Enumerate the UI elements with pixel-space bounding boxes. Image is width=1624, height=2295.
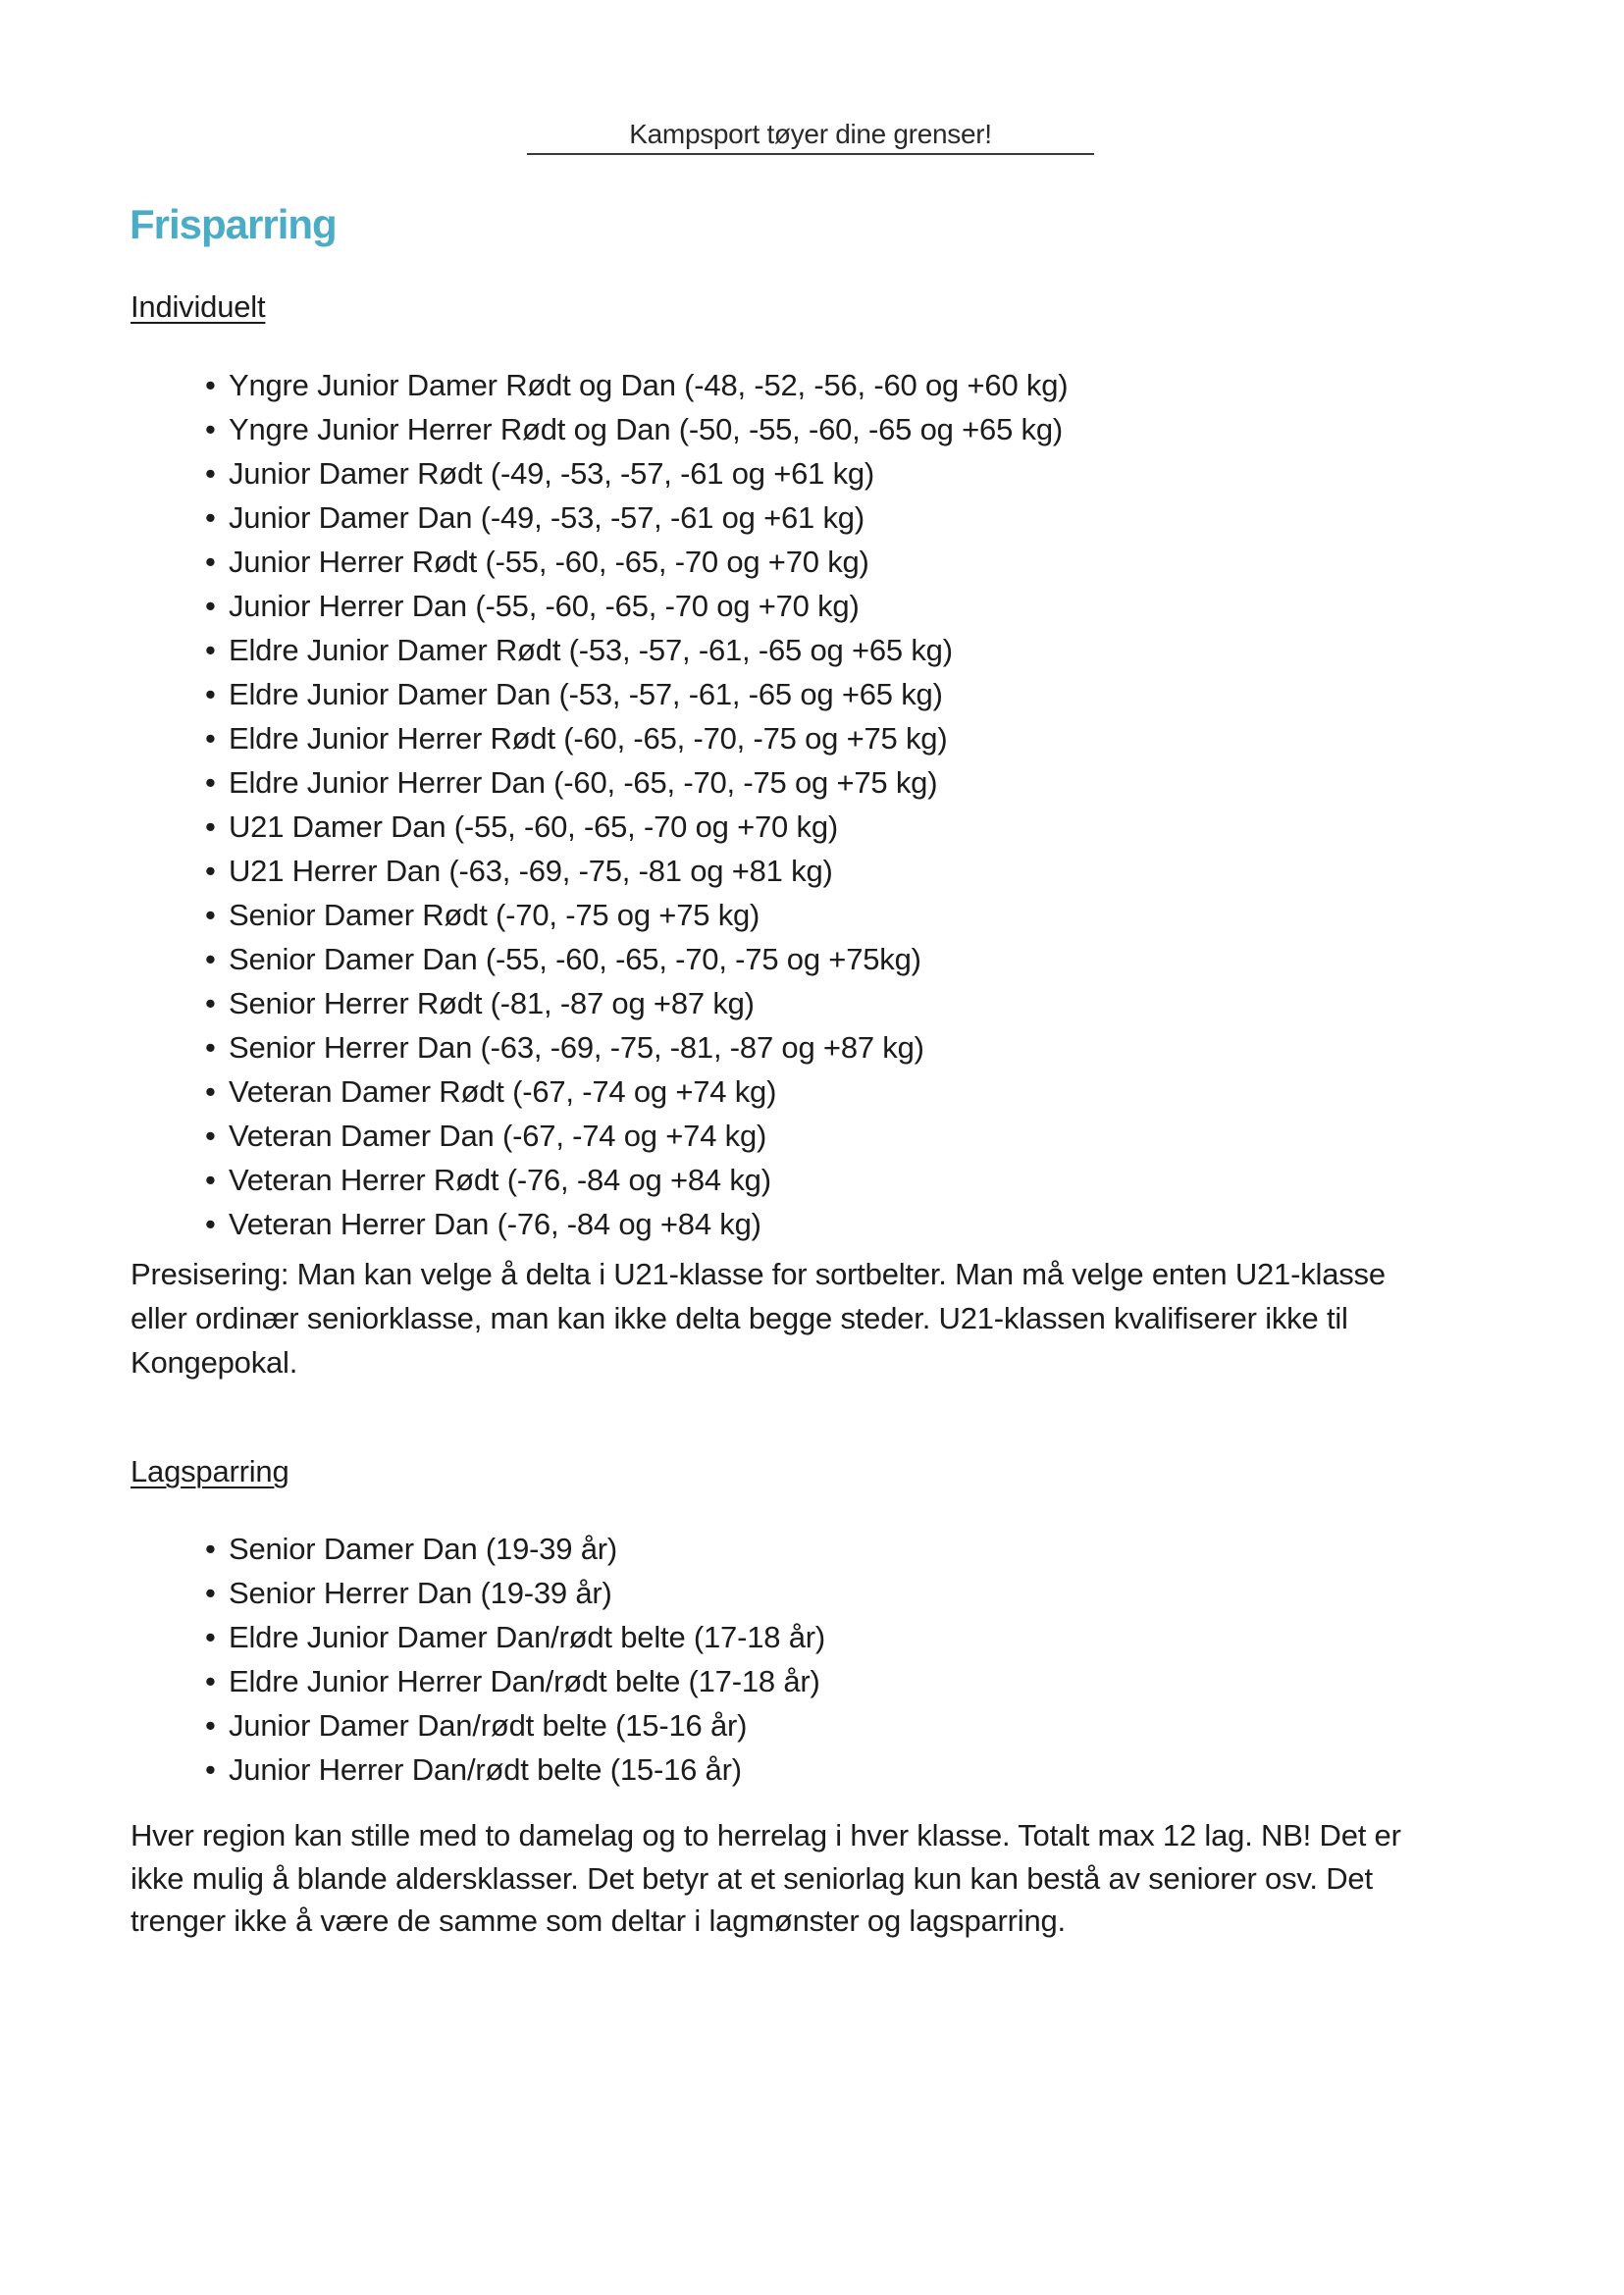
list-item-label: Senior Herrer Dan (-63, -69, -75, -81, -87 og +87 kg) (229, 1030, 924, 1065)
individual-category-list (131, 363, 1068, 1246)
paragraph-presisering (131, 1252, 1386, 1384)
list-item-label: Veteran Herrer Dan (-76, -84 og +84 kg) (229, 1207, 761, 1241)
list-item (131, 1114, 1068, 1158)
bullet-icon: • (205, 1664, 216, 1698)
team-category-list (131, 1527, 825, 1792)
list-item-label: Veteran Damer Rødt (-67, -74 og +74 kg) (229, 1074, 777, 1109)
paragraph-closing (131, 1814, 1401, 1943)
paragraph-line: Presisering: Man kan velge å delta i U21-klasse for sortbelter. Man må velge enten U21-klasse (131, 1257, 1386, 1291)
list-item-label: Eldre Junior Damer Rødt (-53, -57, -61, -65 og +65 kg) (229, 633, 953, 667)
list-item-label: Junior Herrer Rødt (-55, -60, -65, -70 og +70 kg) (229, 545, 869, 579)
list-item (131, 760, 1068, 805)
list-item (131, 1527, 825, 1571)
bullet-icon: • (205, 1030, 216, 1065)
list-item (131, 937, 1068, 981)
bullet-icon: • (205, 677, 216, 711)
section-heading-team: Lagsparring (131, 1454, 289, 1488)
list-item-label: Senior Damer Dan (19-39 år) (229, 1532, 618, 1566)
list-item (131, 1703, 825, 1747)
bullet-icon: • (205, 942, 216, 976)
list-item-label: Eldre Junior Herrer Dan/rødt belte (17-18 år) (229, 1664, 820, 1698)
paragraph-line: trenger ikke å være de samme som deltar i lagmønster og lagsparring. (131, 1904, 1066, 1938)
bullet-icon: • (205, 456, 216, 491)
list-item (131, 584, 1068, 628)
paragraph-line: eller ordinær seniorklasse, man kan ikke delta begge steder. U21-klassen kvalifiserer ikke til (131, 1301, 1348, 1335)
list-item (131, 1069, 1068, 1114)
bullet-icon: • (205, 1576, 216, 1610)
bullet-icon: • (205, 1074, 216, 1109)
list-item-label: Senior Damer Dan (-55, -60, -65, -70, -75 og +75kg) (229, 942, 921, 976)
list-item (131, 1158, 1068, 1202)
list-item-label: Yngre Junior Damer Rødt og Dan (-48, -52, -56, -60 og +60 kg) (229, 368, 1069, 402)
bullet-icon: • (205, 1708, 216, 1743)
list-item (131, 672, 1068, 716)
list-item (131, 628, 1068, 672)
bullet-icon: • (205, 1119, 216, 1153)
list-item (131, 805, 1068, 849)
list-item (131, 1615, 825, 1659)
list-item-label: U21 Damer Dan (-55, -60, -65, -70 og +70 kg) (229, 809, 838, 844)
bullet-icon: • (205, 368, 216, 402)
list-item-label: Eldre Junior Herrer Dan (-60, -65, -70, -75 og +75 kg) (229, 765, 938, 800)
bullet-icon: • (205, 986, 216, 1020)
list-item (131, 1571, 825, 1615)
bullet-icon: • (205, 721, 216, 756)
bullet-icon: • (205, 1752, 216, 1787)
list-item (131, 1659, 825, 1703)
bullet-icon: • (205, 1532, 216, 1566)
list-item-label: Junior Herrer Dan/rødt belte (15-16 år) (229, 1752, 742, 1787)
list-item (131, 540, 1068, 584)
list-item-label: Veteran Herrer Rødt (-76, -84 og +84 kg) (229, 1163, 771, 1197)
list-item-label: U21 Herrer Dan (-63, -69, -75, -81 og +81 kg) (229, 854, 833, 888)
list-item-label: Eldre Junior Herrer Rødt (-60, -65, -70, -75 og +75 kg) (229, 721, 948, 756)
list-item-label: Senior Damer Rødt (-70, -75 og +75 kg) (229, 898, 760, 932)
paragraph-line: ikke mulig å blande aldersklasser. Det betyr at et seniorlag kun kan bestå av seniorer osv. Det (131, 1860, 1373, 1896)
bullet-icon: • (205, 589, 216, 623)
list-item-label: Senior Herrer Rødt (-81, -87 og +87 kg) (229, 986, 755, 1020)
bullet-icon: • (205, 898, 216, 932)
list-item-label: Junior Damer Rødt (-49, -53, -57, -61 og +61 kg) (229, 456, 875, 491)
list-item (131, 496, 1068, 540)
paragraph-line: Kongepokal. (131, 1345, 298, 1380)
list-item-label: Junior Herrer Dan (-55, -60, -65, -70 og +70 kg) (229, 589, 860, 623)
bullet-icon: • (205, 1207, 216, 1241)
header-slogan: Kampsport tøyer dine grenser! (527, 116, 1094, 155)
page-title: Frisparring (130, 201, 337, 247)
list-item (131, 981, 1068, 1025)
bullet-icon: • (205, 545, 216, 579)
bullet-icon: • (205, 1163, 216, 1197)
list-item (131, 849, 1068, 893)
list-item (131, 716, 1068, 760)
list-item-label: Junior Damer Dan (-49, -53, -57, -61 og +61 kg) (229, 500, 864, 535)
bullet-icon: • (205, 1620, 216, 1654)
section-heading-individual: Individuelt (131, 289, 266, 324)
list-item (131, 407, 1068, 451)
list-item-label: Eldre Junior Damer Dan/rødt belte (17-18 år) (229, 1620, 826, 1654)
list-item (131, 451, 1068, 496)
list-item (131, 1025, 1068, 1069)
paragraph-line: Hver region kan stille med to damelag og to herrelag i hver klasse. Totalt max 12 lag. NB! Det er (131, 1818, 1401, 1852)
list-item (131, 1747, 825, 1792)
list-item-label: Eldre Junior Damer Dan (-53, -57, -61, -65 og +65 kg) (229, 677, 943, 711)
list-item (131, 893, 1068, 937)
list-item-label: Junior Damer Dan/rødt belte (15-16 år) (229, 1708, 748, 1743)
bullet-icon: • (205, 633, 216, 667)
bullet-icon: • (205, 412, 216, 446)
bullet-icon: • (205, 809, 216, 844)
bullet-icon: • (205, 765, 216, 800)
list-item (131, 1202, 1068, 1246)
bullet-icon: • (205, 854, 216, 888)
list-item-label: Veteran Damer Dan (-67, -74 og +74 kg) (229, 1119, 767, 1153)
list-item (131, 363, 1068, 407)
bullet-icon: • (205, 500, 216, 535)
list-item-label: Yngre Junior Herrer Rødt og Dan (-50, -55, -60, -65 og +65 kg) (229, 412, 1063, 446)
list-item-label: Senior Herrer Dan (19-39 år) (229, 1576, 612, 1610)
